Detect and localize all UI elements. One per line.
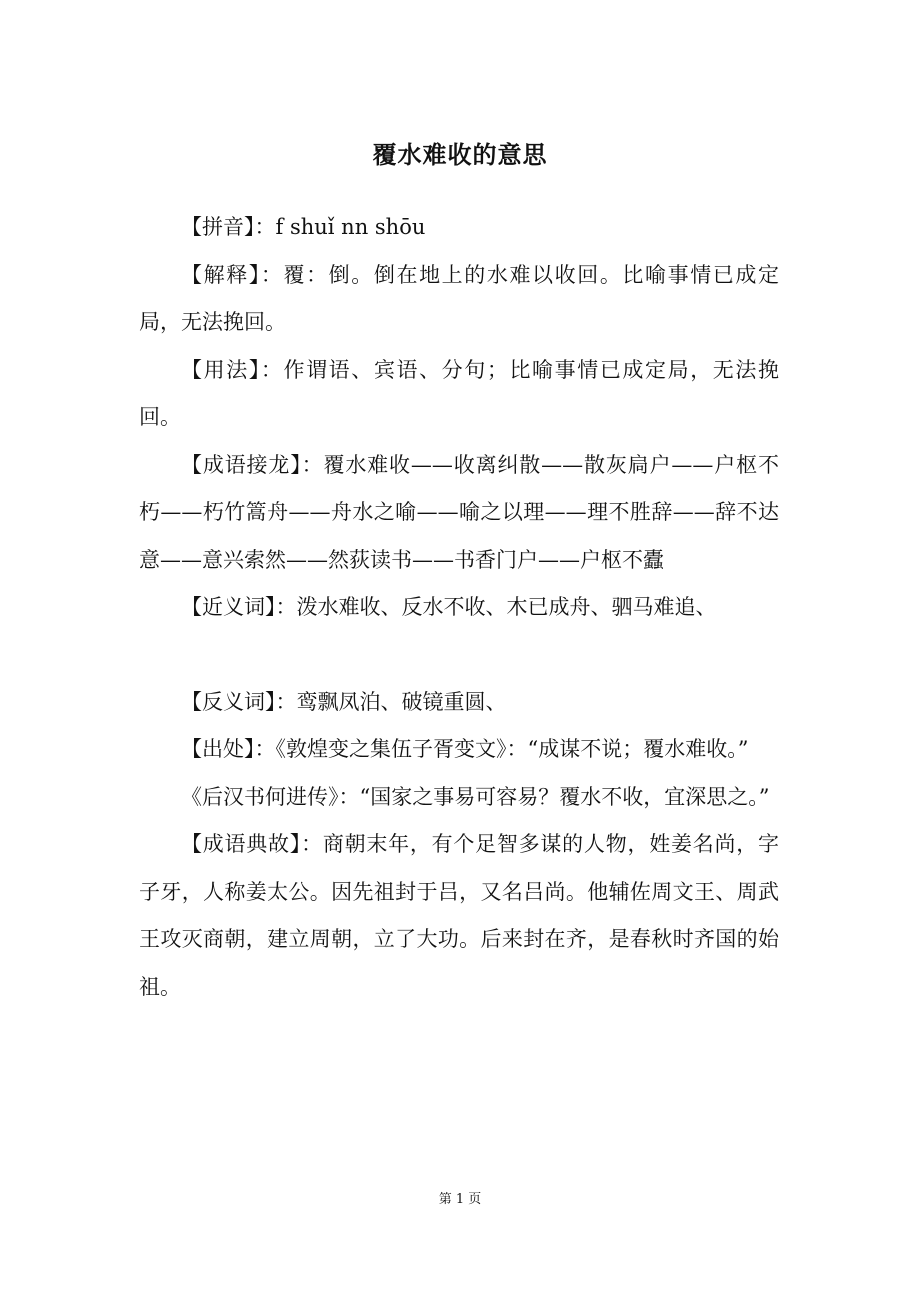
allusion-label: 【成语典故】 <box>181 832 302 856</box>
page-number: 第 1 页 <box>438 1192 482 1207</box>
source-text: ：《敦煌变之集伍子胥变文》：“成谋不说；覆水难收。” <box>254 737 749 761</box>
idiom-chain-label: 【成语接龙】 <box>181 452 302 477</box>
allusion-text: ：商朝末年，有个足智多谋的人物，姓姜名尚，字子牙，人称姜太公。因先祖封于吕，又名吕尚。他辅佐周文王、周武王攻灭商朝，建立周朝，立了大功。后来封在齐，是春秋时齐国的始祖。 <box>139 832 780 999</box>
pinyin-paragraph <box>139 204 779 252</box>
explanation-paragraph <box>139 252 779 347</box>
antonyms-paragraph <box>139 679 779 727</box>
houhan-quote-paragraph: 《后汉书何进传》：“国家之事易可容易？覆水不收，宜深思之。” <box>181 784 770 809</box>
source-paragraph <box>139 726 779 774</box>
page-title: 覆水难收的意思 <box>372 141 548 169</box>
usage-label: 【用法】 <box>181 357 261 382</box>
explanation-label: 【解释】 <box>181 262 261 287</box>
usage-text: ：作谓语、宾语、分句；比喻事情已成定局，无法挽回。 <box>139 357 780 429</box>
source-label: 【出处】 <box>181 737 255 761</box>
document-body <box>139 204 779 1011</box>
synonyms-text: ：泼水难收、反水不收、木已成舟、驷马难追、 <box>275 595 717 619</box>
pinyin-label: 【拼音】 <box>181 215 255 239</box>
idiom-chain-paragraph <box>139 442 779 585</box>
explanation-text: ：覆：倒。倒在地上的水难以收回。比喻事情已成定局，无法挽回。 <box>139 262 780 334</box>
pinyin-text: ：f shuǐ nn shōu <box>254 215 426 239</box>
allusion-paragraph <box>139 821 779 1011</box>
idiom-chain-text: ：覆水难收——收离纠散——散灰扃户——户枢不朽——朽竹篙舟——舟水之喻——喻之以理——理不胜辞——辞不达意——意兴索然——然荻读书——书香门户——户枢不蠹 <box>139 452 779 572</box>
usage-paragraph <box>139 347 779 442</box>
synonyms-label: 【近义词】 <box>181 595 276 619</box>
antonyms-label: 【反义词】 <box>181 689 276 714</box>
antonyms-text: ：鸾飘凤泊、破镜重圆、 <box>275 689 507 714</box>
synonyms-paragraph <box>139 584 779 632</box>
